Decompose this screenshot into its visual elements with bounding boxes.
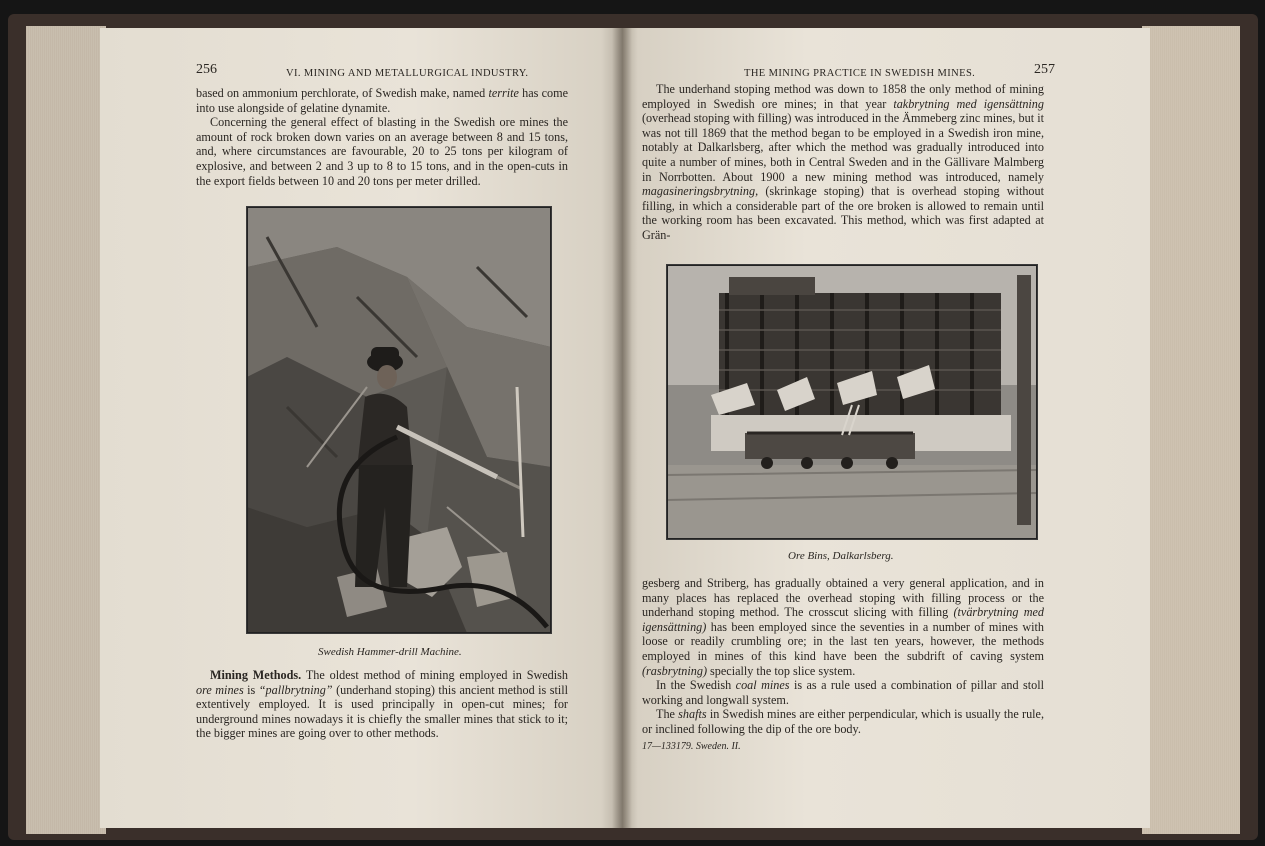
paragraph: gesberg and Striberg, has gradually obtained a very general application, and in many places has replaced the overhead stoping with filling process or the underhand stoping method. The crosscut slicing with filling (tvärbrytning med igensättning) has been employed since the seventies in a number of mines with loose or readily crumbling ore; in the last ten years, however, the methods employed in mines of this kind have been the subdrift of caving system (rasbrytning) specially the top slice system. [642,576,1045,678]
page-edges-right [1142,26,1240,834]
page-footer: 17—133179. Sweden. II. [642,741,741,752]
page-number: 256 [196,62,217,77]
paragraph: The underhand stoping method was down to 1858 the only method of mining employed in Swedish ore mines; in that year takbrytning med igensättning (overhead stoping with filling) was introduced in the Ämmeberg zinc mines, but it was not till 1869 that the method began to be employed in a Swedish iron mine, notably at Dalkarlsberg, after which the method was gradually introduced into quite a number of mines, both in Central Sweden and in the Gällivare Malmberg in Norrbotten. About 1900 a new mining method was introduced, namely magasineringsbrytning, (skrinkage stoping) that is overhead stoping without filling, in which a considerable part of the ore broken is allowed to remain until the working room has been excavated. This method, which was first adapted at Grän- [642,82,1044,242]
figure-caption: Swedish Hammer-drill Machine. [318,646,462,658]
running-head: VI. MINING AND METALLURGICAL INDUSTRY. [286,68,529,79]
hammer-drill-illustration [247,207,551,633]
text-block-bottom [196,668,568,741]
paragraph: In the Swedish coal mines is as a rule used a combination of pillar and stoll working and longwall system. [642,678,1045,707]
ore-bins-illustration [667,265,1037,539]
hammer-drill-photo [246,206,552,634]
page-edges-left [26,26,106,834]
text-block-bottom [642,576,1044,737]
page-number: 257 [1034,62,1055,77]
text-block-top [642,82,1044,243]
paragraph: Mining Methods. The oldest method of mining employed in Swedish ore mines is “pallbrytning” (underhand stoping) this ancient method is still extentively employed. It is used principally in open-cut mines; for underground mines nowadays it is chiefly the smaller mines that stick to it; the bigger mines are going over to other methods. [196,668,569,741]
running-head: THE MINING PRACTICE IN SWEDISH MINES. [744,68,976,79]
paragraph: The shafts in Swedish mines are either perpendicular, which is usually the rule, or inclined following the dip of the ore body. [642,707,1045,736]
ore-bins-photo [666,264,1038,540]
right-page [622,28,1150,828]
book-gutter [612,28,632,828]
left-page [100,28,622,828]
figure-caption: Ore Bins, Dalkarlsberg. [788,550,894,562]
paragraph: based on ammonium perchlorate, of Swedish make, named territe has come into use alongside of gelatine dynamite. [196,86,568,115]
section-heading: Mining Methods. [210,668,302,682]
paragraph: Concerning the general effect of blasting in the Swedish ore mines the amount of rock broken down varies on an average between 8 and 15 tons, and, where circumstances are favourable, 20 to 25 tons per kilogram of explosive, and between 2 and 3 up to 8 to 15 tons, and in the open-cuts in the export fields between 10 and 20 tons per meter drilled. [196,115,568,188]
text-block-top [196,86,568,188]
